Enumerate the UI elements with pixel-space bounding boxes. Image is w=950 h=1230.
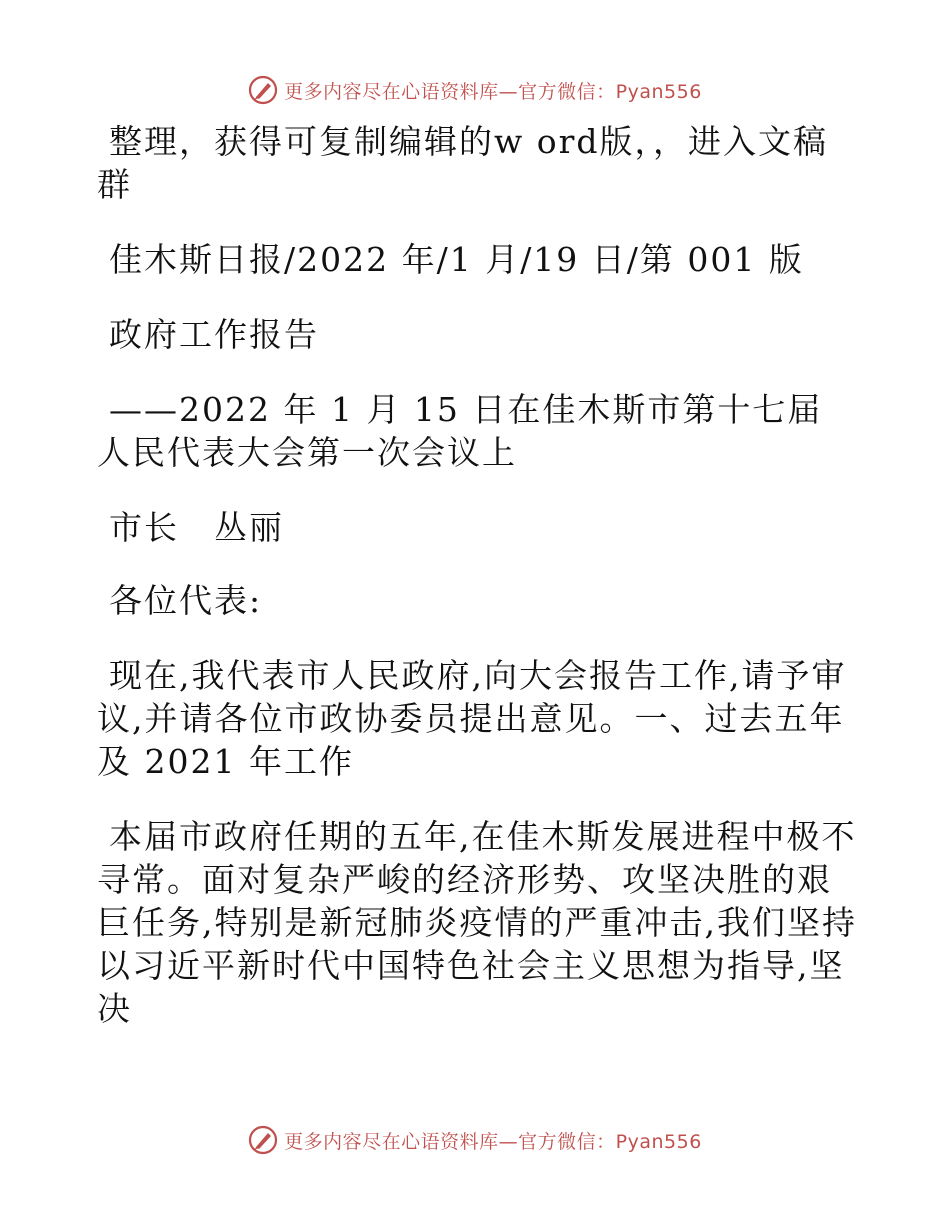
paragraph-intro-note: 整理，获得可复制编辑的w ord版，，进入文稿群 <box>97 122 829 204</box>
footer-watermark-text: 更多内容尽在心语资料库—官方微信：Pyan556 <box>284 1130 702 1153</box>
footer-watermark <box>0 1120 950 1160</box>
paragraph-author: 市长 丛丽 <box>109 508 284 547</box>
paragraph-source-line: 佳木斯日报/2022 年/1 月/19 日/第 001 版 <box>109 240 804 279</box>
paragraph-salutation: 各位代表: <box>109 581 263 620</box>
paragraph-report-title: 政府工作报告 <box>109 315 319 354</box>
header-watermark-text: 更多内容尽在心语资料库—官方微信：Pyan556 <box>284 80 702 103</box>
quill-pen-logo-icon <box>248 75 278 105</box>
paragraph-opening: 现在,我代表市人民政府,向大会报告工作,请予审议,并请各位市政协委员提出意见。一、过去五年及 2021 年工作 <box>97 656 847 781</box>
paragraph-subtitle: ——2022 年 1 月 15 日在佳木斯市第十七届人民代表大会第一次会议上 <box>97 390 823 472</box>
header-watermark <box>0 70 950 110</box>
document-body <box>97 120 857 1062</box>
paragraph-review: 本届市政府任期的五年,在佳木斯发展进程中极不寻常。面对复杂严峻的经济形势、攻坚决胜的艰巨任务,特别是新冠肺炎疫情的严重冲击,我们坚持以习近平新时代中国特色社会主义思想为指导,坚决 <box>97 817 857 1028</box>
quill-pen-logo-icon <box>248 1125 278 1155</box>
